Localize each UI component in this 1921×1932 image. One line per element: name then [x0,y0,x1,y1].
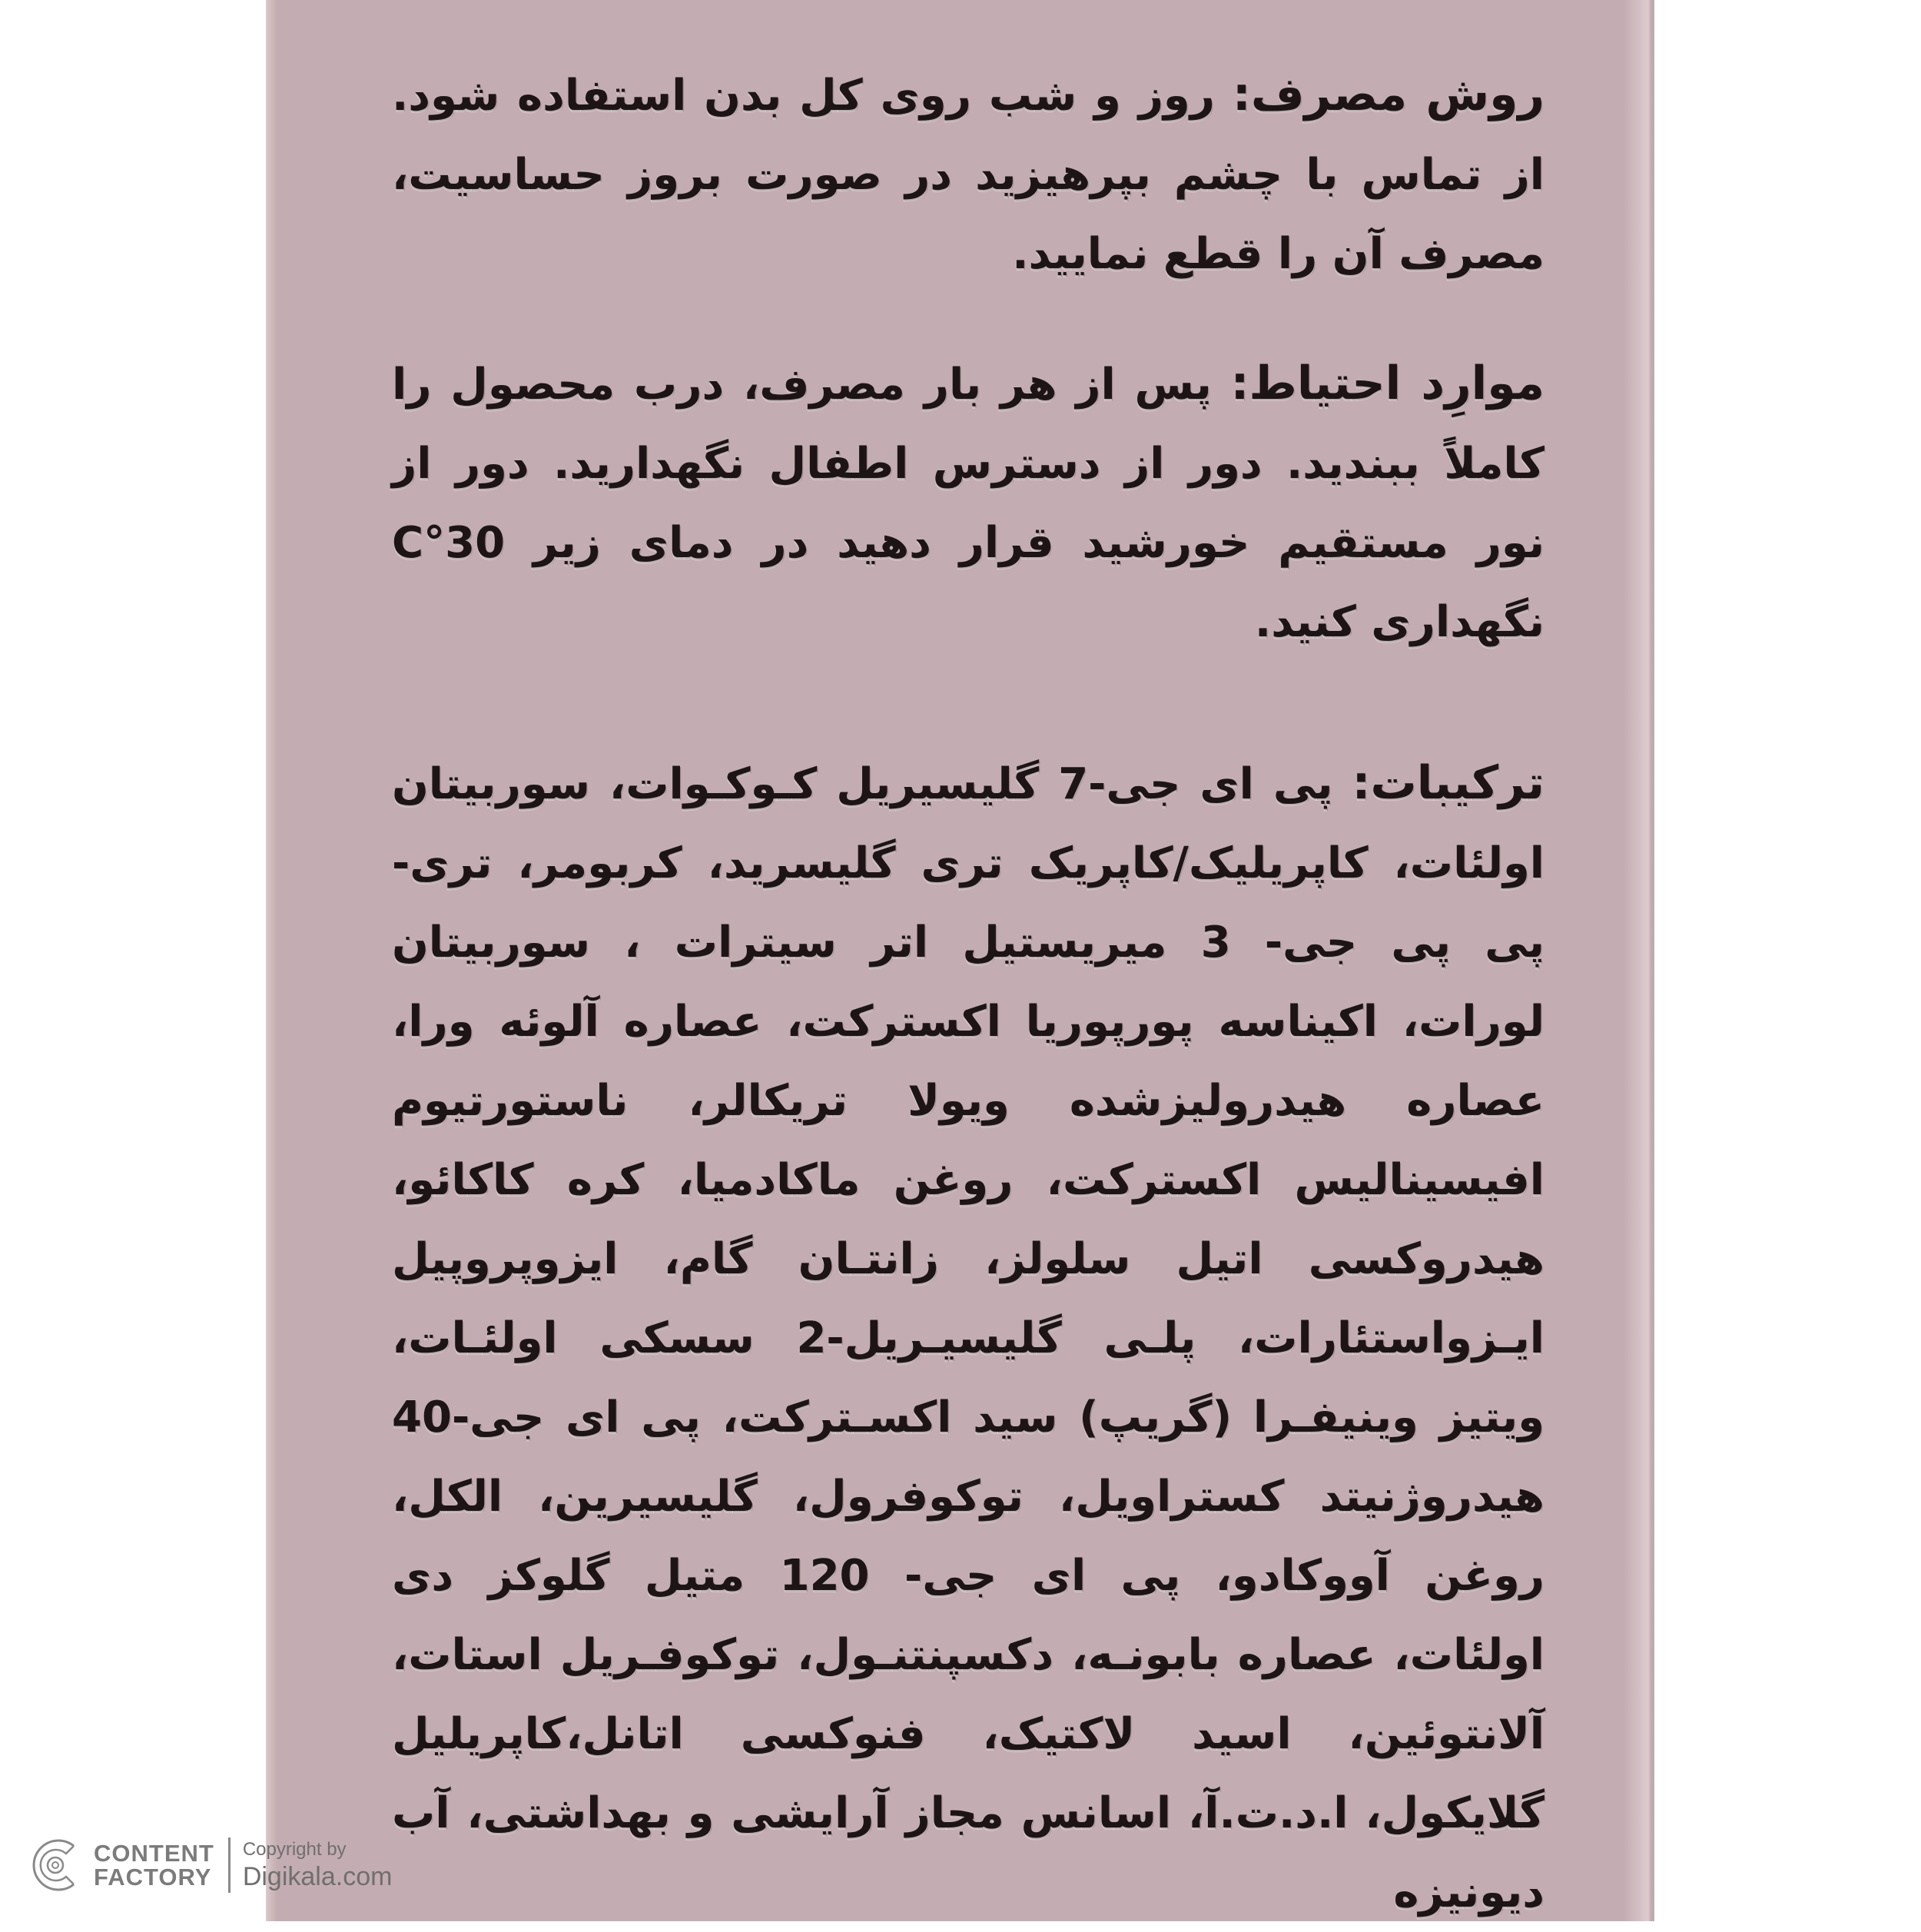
precautions-section [392,344,1544,662]
usage-section [392,55,1544,294]
precautions-body: پس از هر بار مصرف، درب محصول را کاملاً ببندید. دور از دسترس اطفال نگهدارید. دور از نور مستقیم خورشید قرار دهید در دمای زیر 30°C نگهداری کنید. [392,360,1544,647]
brand-line-1: CONTENT [94,1840,214,1867]
ingredients-heading: ترکیبات: [1352,756,1545,810]
content-factory-brand [94,1841,214,1889]
ingredients-paragraph [392,744,1544,1932]
ingredients-section [392,744,1544,1932]
watermark-divider [228,1837,231,1893]
copyright-watermark [26,1831,392,1900]
precautions-paragraph [392,344,1544,662]
usage-paragraph [392,55,1544,294]
brand-line-2: FACTORY [94,1864,212,1891]
usage-body: روز و شب روی کل بدن استفاده شود. از تماس با چشم بپرهیزید در صورت بروز حساسیت، مصرف آن را قطع نمایید. [392,71,1544,279]
copyright-owner: Digikala.com [242,1862,393,1891]
usage-heading: روش مصرف: [1232,68,1544,121]
ingredients-body: پی ای جی-7 گلیسیریل کـوکـوات، سوربیتان اولئات، کاپریلیک/کاپریک تری گلیسرید، کربومر، تری-پی پی جی- 3 میریستیل اتر سیترات ، سوربیتان لورات، اکیناسه پورپوریا اکسترکت، عصاره آلوئه ورا، عصاره هیدرولیزشده ویولا تریکالر، ناستورتیوم افیسینالیس اکسترکت، روغن ماکادمیا، کره کاکائو، هیدروکسی اتیل سلولز، زانتـان گام، ایزوپروپیل ایـزواستئارات، پلـی گلیسیـریل-2 سسکی اولئـات، ویتیز وینیفـرا (گریپ) سید اکسـترکت، پی ای جی-40 هیدروژنیتد کستراویل، توکوفرول، گلیسیرین، الکل، روغن آووکادو، پی ای جی- 120 متیل گلوکز دی اولئات، عصاره بابونـه، دکسپنتنـول، توکوفـریل استات، آلانتوئین، اسید لاکتیک، فنوکسی اتانل،کاپریلیل گلایکول، ا.د.ت.آ، اسانس مجاز آرایشی و بهداشتی، آب دیونیزه [392,759,1544,1917]
content-factory-logo-icon [26,1834,89,1897]
copyright-text [243,1838,393,1892]
copyright-label: Copyright by [242,1839,347,1860]
precautions-heading: موارِد احتیاط: [1230,357,1544,410]
